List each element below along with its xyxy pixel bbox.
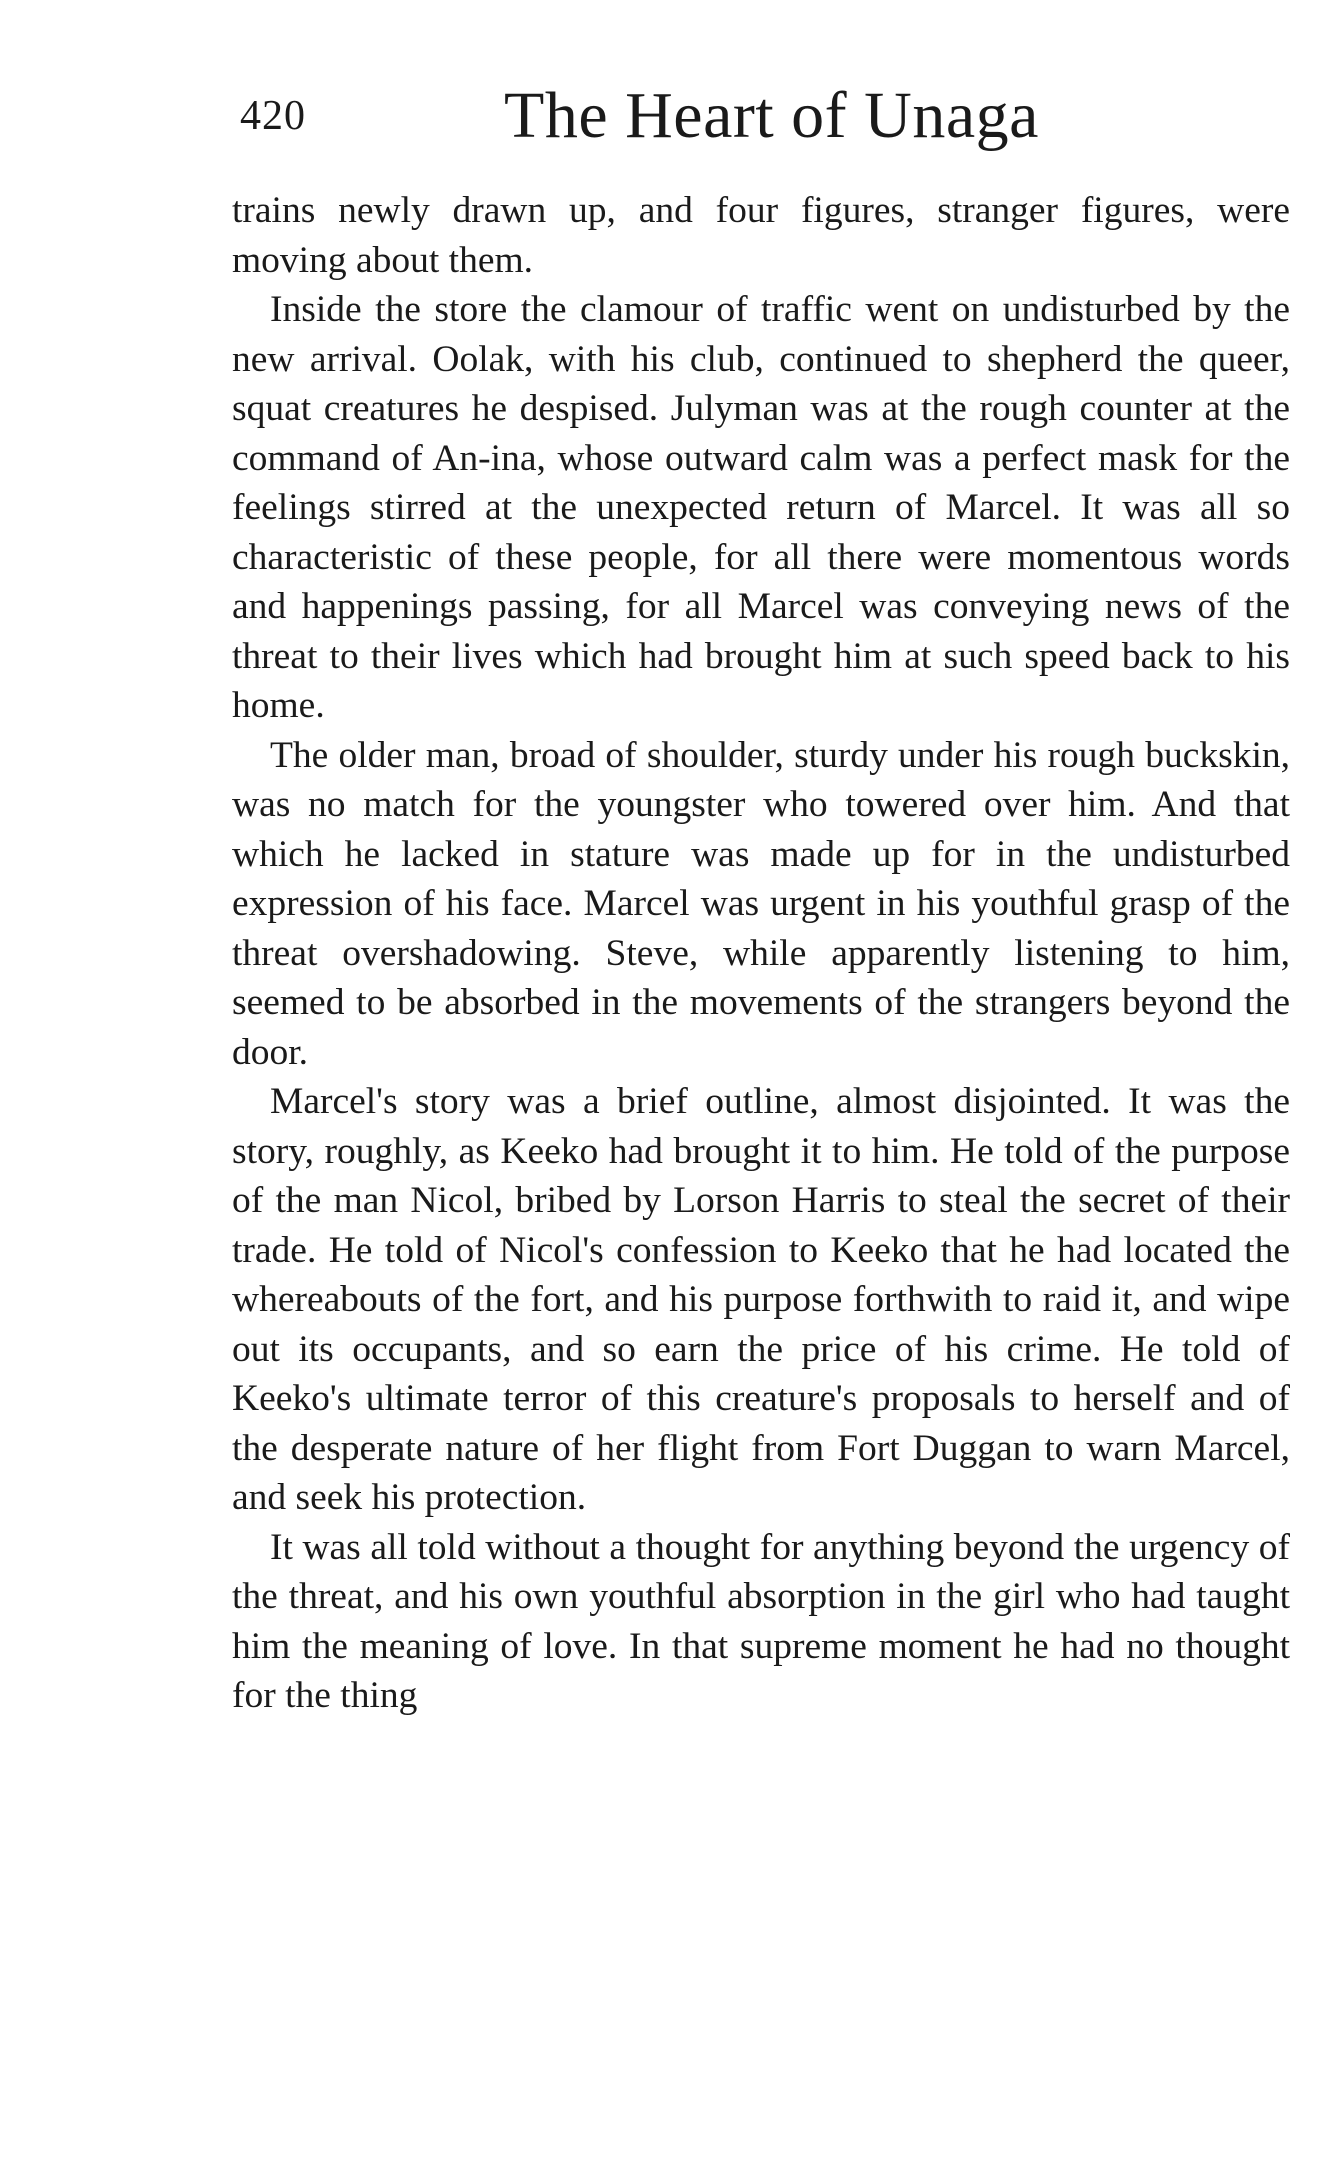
paragraph-2: Inside the store the clamour of traffic went on undisturbed by the new arrival. Oolak, with his club, continued to shepherd the queer, squat creatures he despised. Julyman was at the rough counter at the command of An-ina, whose outward calm was a perfect mask for the feelings stirred at the unexpected return of Marcel. It was all so characteristic of these people, for all there were momentous words and happenings passing, for all Marcel was conveying news of the threat to their lives which had brought him at such speed back to his home. xyxy=(232,289,1290,726)
paragraph-1: trains newly drawn up, and four figures, stranger figures, were moving about them. xyxy=(232,190,1290,281)
body-text xyxy=(232,186,1290,1721)
page-number: 420 xyxy=(240,93,306,139)
page-header xyxy=(232,78,1292,168)
running-title: The Heart of Unaga xyxy=(504,79,1039,152)
paragraph-4: Marcel's story was a brief outline, almost disjointed. It was the story, roughly, as Keeko had brought it to him. He told of the purpose of the man Nicol, bribed by Lorson Harris to steal the secret of their trade. He told of Nicol's confession to Keeko that he had located the whereabouts of the fort, and his purpose forthwith to raid it, and wipe out its occupants, and so earn the price of his crime. He told of Keeko's ultimate terror of this creature's proposals to herself and of the desperate nature of her flight from Fort Duggan to warn Marcel, and seek his protection. xyxy=(232,1081,1290,1518)
paragraph-3: The older man, broad of shoulder, sturdy under his rough buckskin, was no match for the youngster who towered over him. And that which he lacked in stature was made up for in the undisturbed expression of his face. Marcel was urgent in his youthful grasp of the threat overshadowing. Steve, while apparently listening to him, seemed to be absorbed in the movements of the strangers beyond the door. xyxy=(232,734,1290,1073)
paragraph-5: It was all told without a thought for anything beyond the urgency of the threat, and his own youthful absorption in the girl who had taught him the meaning of love. In that supreme moment he had no thought for the thing xyxy=(232,1526,1290,1716)
